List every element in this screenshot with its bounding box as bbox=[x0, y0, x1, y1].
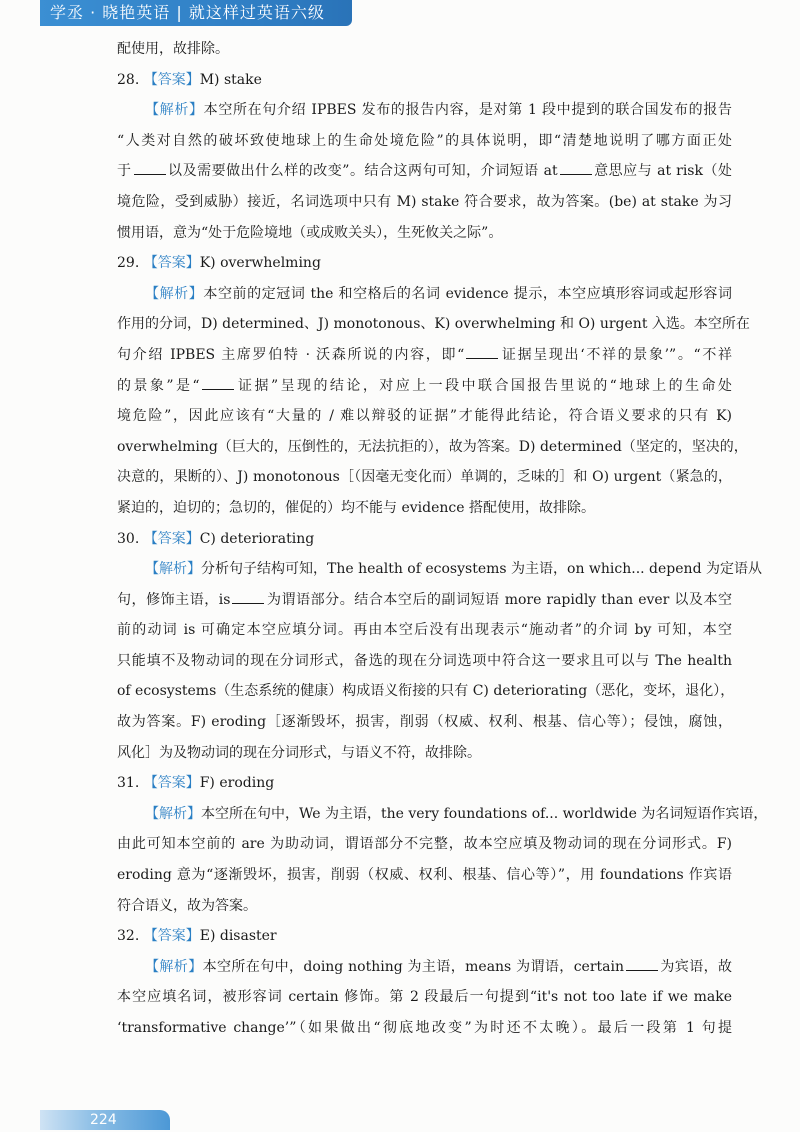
section-tag: 【解析】 bbox=[145, 285, 204, 302]
fill-blank bbox=[202, 375, 234, 390]
section-tag: 【解析】 bbox=[145, 561, 201, 578]
text-line: 30. 【答案】C) deteriorating bbox=[117, 530, 315, 547]
text-line: 【解析】本空所在句中，We 为主语，the very foundations of... worldwide 为名词短语作宾语， bbox=[145, 805, 768, 822]
section-tag: 【答案】 bbox=[143, 530, 200, 547]
text-line: 作用的分词，D) determined、J) monotonous、K) overwhelming 和 O) urgent 入选。本空所在 bbox=[117, 316, 750, 333]
text-line: 32. 【答案】E) disaster bbox=[117, 928, 277, 945]
text-line: eroding 意为“逐渐毁坏，损害，削弱（权威、权利、根基、信心等）”，用 foundations 作宾语 bbox=[117, 867, 732, 884]
text-line: 只能填不及物动词的现在分词形式，备选的现在分词选项中符合这一要求且可以与 The health bbox=[117, 652, 732, 669]
text-line: 【解析】本空前的定冠词 the 和空格后的名词 evidence 提示，本空应填形容词或起形容词 bbox=[145, 285, 732, 302]
text-line: 决意的，果断的）、J) monotonous［（因毫无变化而）单调的，乏味的］和 O) urgent（紧急的， bbox=[117, 469, 732, 486]
text-line: 风化］为及物动词的现在分词形式，与语义不符，故排除。 bbox=[117, 744, 481, 761]
text-line: 前的动词 is 可确定本空应填分词。再由本空后没有出现表示“施动者”的介词 by 可知，本空 bbox=[117, 622, 732, 639]
section-tag: 【答案】 bbox=[143, 255, 200, 272]
page-number: 224 bbox=[90, 1112, 117, 1128]
fill-blank bbox=[626, 956, 658, 971]
text-line: of ecosystems（生态系统的健康）构成语义衔接的只有 C) deteriorating（恶化，变坏，退化）， bbox=[117, 683, 735, 700]
fill-blank bbox=[560, 160, 592, 175]
section-tag: 【解析】 bbox=[145, 805, 201, 822]
text-line: 【解析】本空所在句介绍 IPBES 发布的报告内容，是对第 1 段中提到的联合国发布的报告 bbox=[145, 102, 732, 119]
header-banner bbox=[40, 0, 352, 26]
text-line: “人类对自然的破坏致使地球上的生命处境危险”的具体说明，即“清楚地说明了哪方面正处 bbox=[117, 132, 732, 149]
text-line: 故为答案。F) eroding［逐渐毁坏，损害，削弱（权威、权利、根基、信心等）；侵蚀，腐蚀， bbox=[117, 714, 732, 731]
text-line: 由此可知本空前的 are 为助动词，谓语部分不完整，故本空应填及物动词的现在分词形式。F) bbox=[117, 836, 732, 853]
text-line: overwhelming（巨大的，压倒性的，无法抗拒的），故为答案。D) determined（坚定的，坚决的， bbox=[117, 438, 748, 455]
text-line: 28. 【答案】M) stake bbox=[117, 71, 262, 88]
footer bbox=[40, 1102, 170, 1132]
text-line: 31. 【答案】F) eroding bbox=[117, 775, 275, 792]
text-line: 29. 【答案】K) overwhelming bbox=[117, 255, 321, 272]
section-tag: 【解析】 bbox=[145, 102, 204, 119]
text-line: 紧迫的，迫切的；急切的，催促的）均不能与 evidence 搭配使用，故排除。 bbox=[117, 499, 595, 516]
text-line: 境危险”，因此应该有“大量的 / 难以辩驳的证据”才能得此结论，符合语义要求的只有 K) bbox=[117, 408, 732, 425]
text-line: 符合语义，故为答案。 bbox=[117, 897, 257, 914]
fill-blank bbox=[134, 160, 166, 175]
section-tag: 【解析】 bbox=[145, 958, 203, 975]
text-line: 惯用语，意为“处于危险境地（或成败关头），生死攸关之际”。 bbox=[117, 224, 503, 241]
text-line: 句，修饰主语，is 为谓语部分。结合本空后的副词短语 more rapidly than ever 以及本空 bbox=[117, 585, 732, 616]
fill-blank bbox=[232, 589, 264, 604]
text-line: 境危险，受到威胁）接近，名词选项中只有 M) stake 符合要求，故为答案。(be) at stake 为习 bbox=[117, 193, 732, 210]
text-line: 的景象”是“ 证据”呈现的结论，对应上一段中联合国报告里说的“地球上的生命处 bbox=[117, 371, 732, 402]
text-line: 【解析】本空所在句中，doing nothing 为主语，means 为谓语，certain 为宾语，故 bbox=[117, 952, 732, 983]
text-line: 句介绍 IPBES 主席罗伯特 · 沃森所说的内容，即“ 证据呈现出‘不祥的景象’”。“不祥 bbox=[117, 340, 732, 371]
text-line: 于 以及需要做出什么样的改变”。结合这两句可知，介词短语 at 意思应与 at risk（处 bbox=[117, 156, 732, 187]
text-line: 配使用，故排除。 bbox=[117, 41, 229, 57]
text-line: 本空应填名词，被形容词 certain 修饰。第 2 段最后一句提到“it's not too late if we make bbox=[117, 989, 732, 1006]
header-title: 学丞 · 晓艳英语 | 就这样过英语六级 bbox=[50, 3, 325, 22]
section-tag: 【答案】 bbox=[143, 775, 200, 792]
answer-explanation-text bbox=[117, 34, 768, 1044]
text-line: ‘transformative change’”（如果做出“彻底地改变”为时还不太晚）。最后一段第 1 句提 bbox=[117, 1020, 732, 1036]
section-tag: 【答案】 bbox=[143, 71, 200, 88]
section-tag: 【答案】 bbox=[143, 928, 200, 945]
fill-blank bbox=[466, 344, 498, 359]
text-line: 【解析】分析句子结构可知，The health of ecosystems 为主语，on which... depend 为定语从 bbox=[145, 561, 762, 578]
